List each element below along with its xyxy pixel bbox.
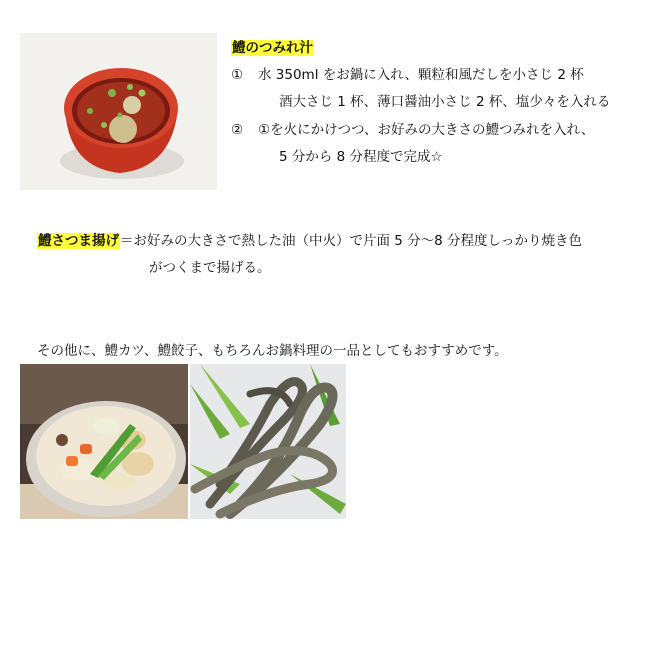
recipe2-line1: 鱧さつま揚げ＝お好みの大きさで熱した油（中火）で片面 5 分～8 分程度しっかり焼き色 <box>38 233 583 249</box>
recipe1-step2-marker: ② <box>231 122 244 138</box>
recipe2-line2: がつくまで揚げる。 <box>149 260 271 276</box>
recipe1-step1-line1: 水 350ml をお鍋に入れ、顆粒和風だしを小さじ 2 杯 <box>258 67 584 83</box>
hotpot-photo <box>20 364 188 519</box>
hotpot-icon <box>20 364 188 519</box>
recipe1-step2-line1: ①を火にかけつつ、お好みの大きさの鱧つみれを入れ、 <box>258 122 595 138</box>
soup-bowl-icon <box>20 33 217 190</box>
eel-photo <box>190 364 346 519</box>
recipe2-title: 鱧さつま揚げ <box>38 233 119 249</box>
recipe1-title: 鱧のつみれ汁 <box>232 40 313 56</box>
other-suggestions-text: その他に、鱧カツ、鱧餃子、もちろんお鍋料理の一品としてもおすすめです。 <box>37 343 508 359</box>
recipe1-step1-marker: ① <box>231 67 244 83</box>
recipe1-step2-line2: 5 分から 8 分程度で完成☆ <box>279 149 443 165</box>
eel-icon <box>190 364 346 519</box>
recipe1-step1-line2: 酒大さじ 1 杯、薄口醤油小さじ 2 杯、塩少々を入れる <box>279 94 611 110</box>
soup-photo <box>20 33 217 190</box>
